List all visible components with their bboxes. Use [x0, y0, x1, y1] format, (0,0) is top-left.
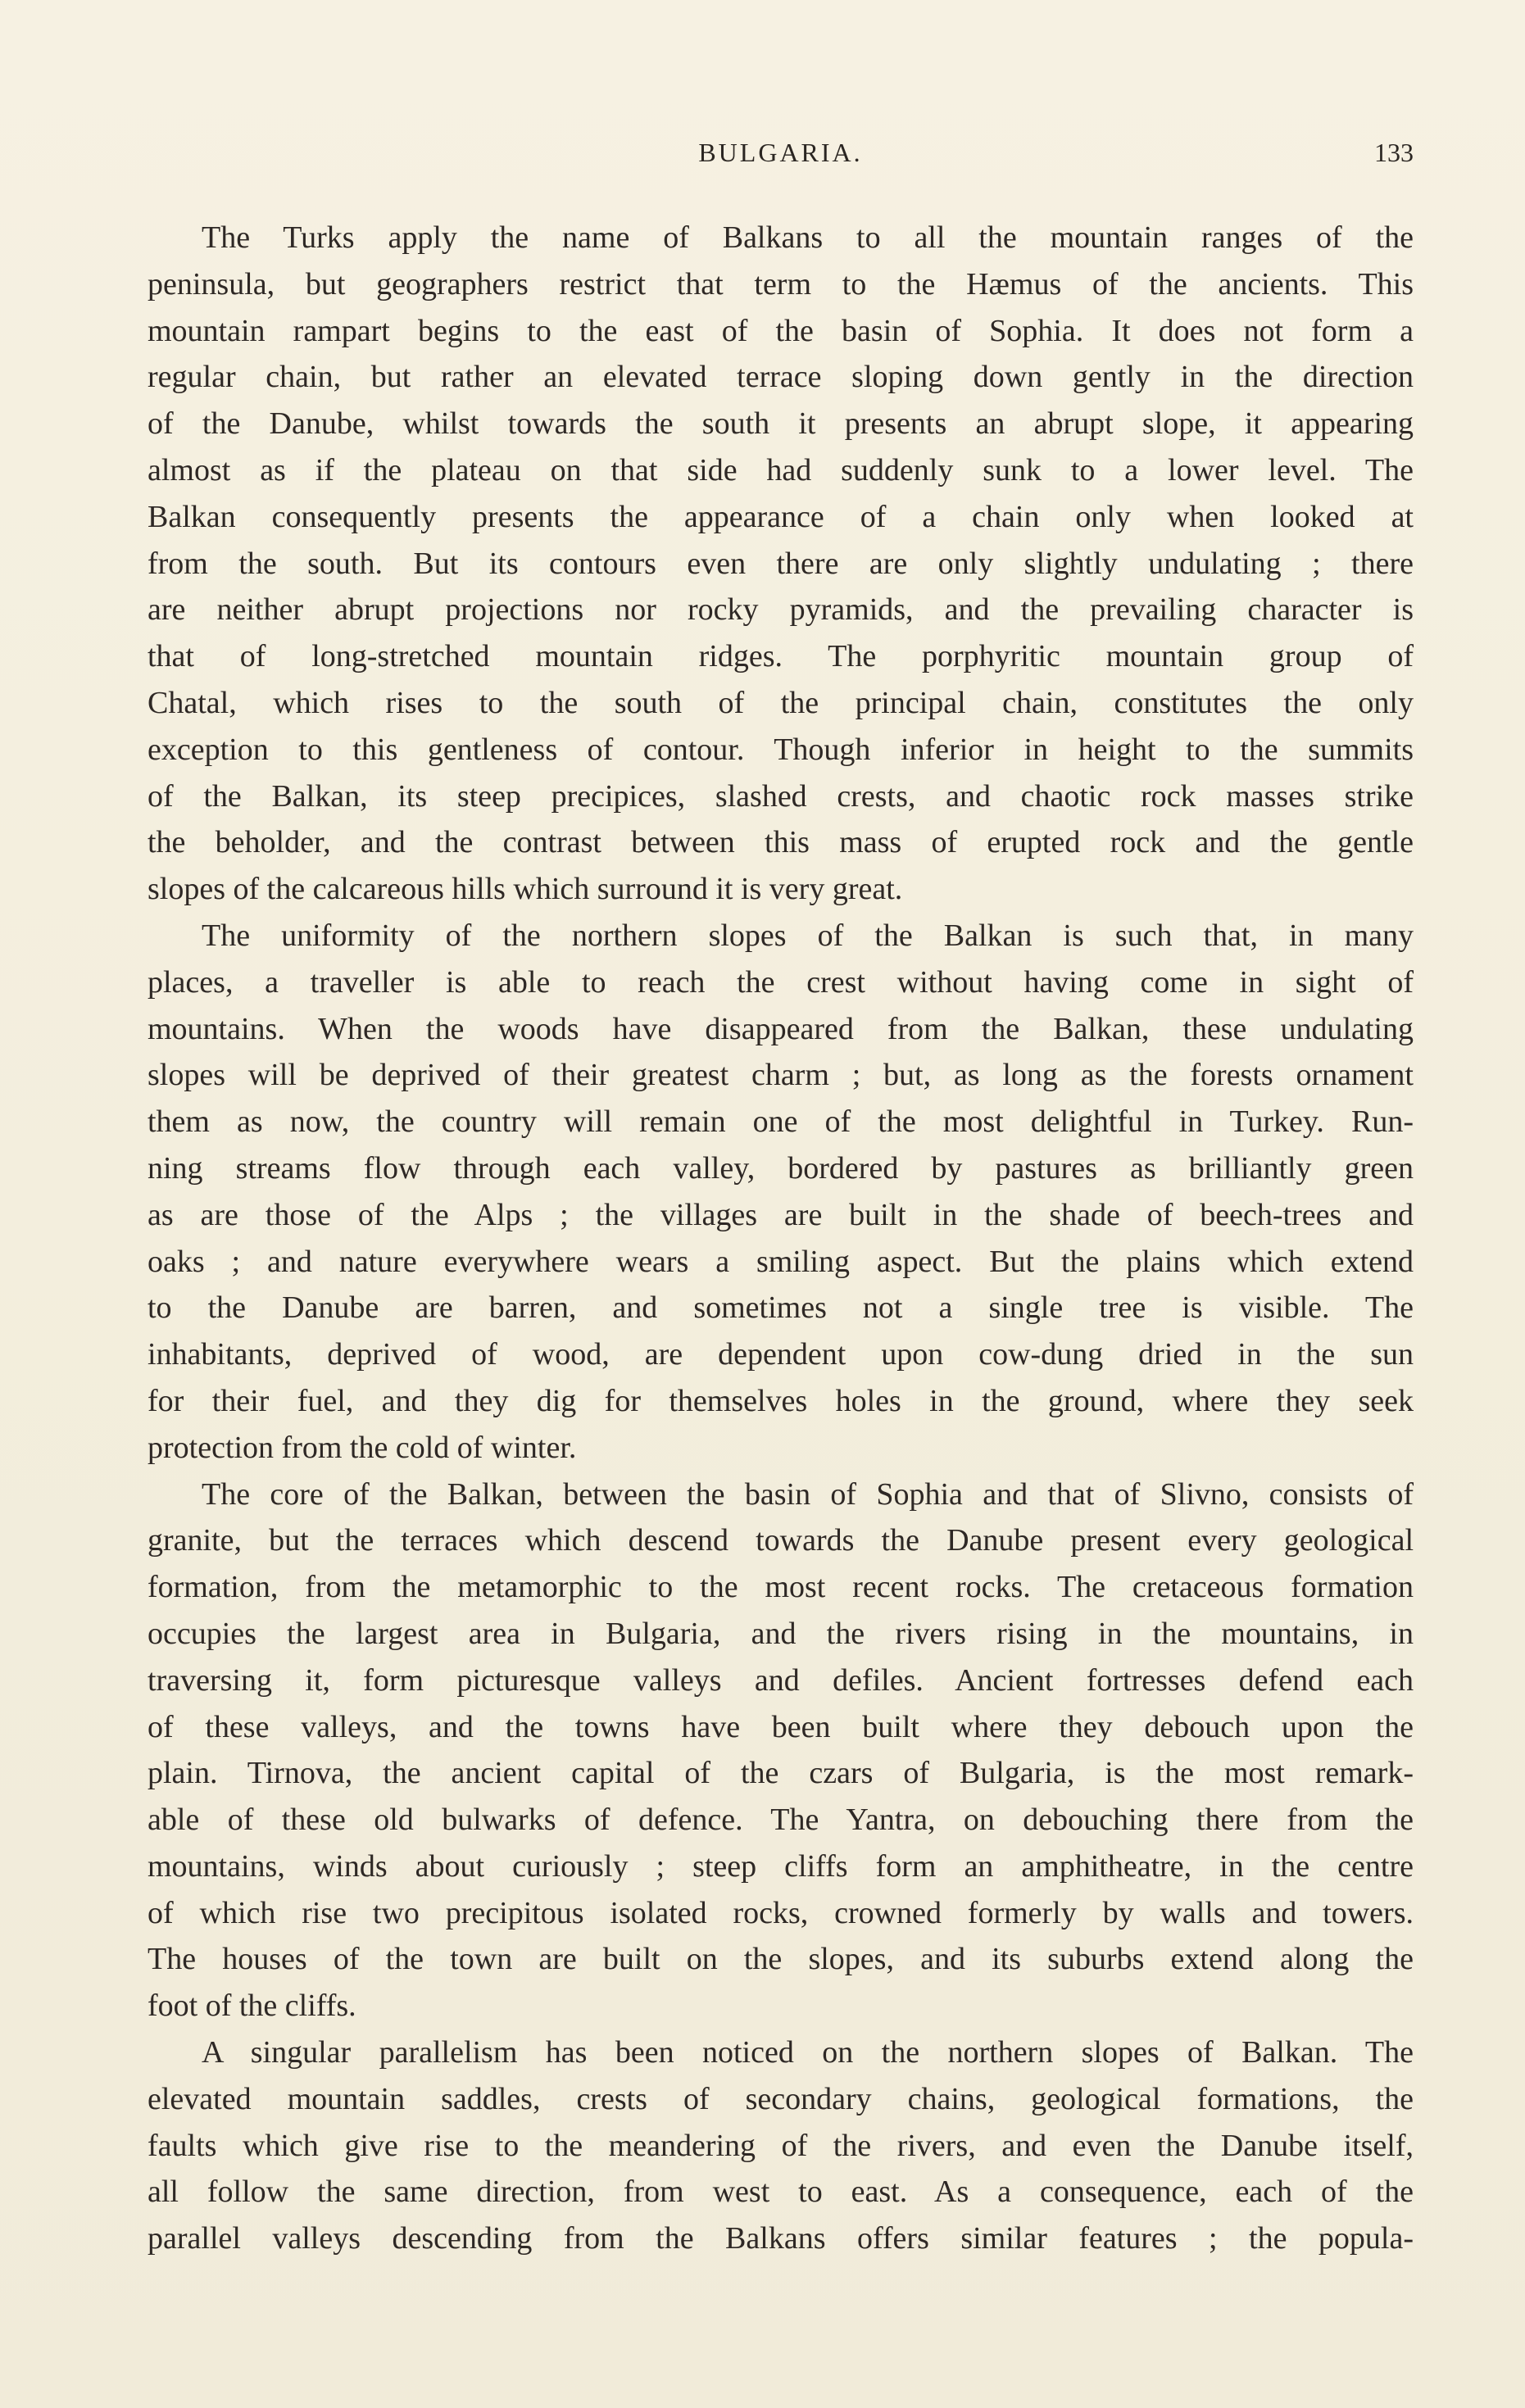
text-line: slopes of the calcareous hills which surround it is very great. — [148, 872, 903, 907]
text-line: mountains. When the woods have disappeared from the Balkan, these undulating — [148, 1011, 1414, 1046]
text-line: parallel valleys descending from the Balkans offers similar features ; the popula- — [148, 2221, 1414, 2256]
text-line: are neither abrupt projections nor rocky pyramids, and the prevailing character is — [148, 592, 1414, 628]
running-head — [148, 138, 1414, 177]
text-line: all follow the same direction, from west to east. As a consequence, each of the — [148, 2174, 1414, 2210]
text-line: the beholder, and the contrast between this mass of erupted rock and the gentle — [148, 825, 1414, 860]
text-line: formation, from the metamorphic to the most recent rocks. The cretaceous formation — [148, 1570, 1414, 1605]
text-line: The uniformity of the northern slopes of the Balkan is such that, in many — [202, 918, 1414, 953]
text-line: as are those of the Alps ; the villages are built in the shade of beech-trees and — [148, 1197, 1414, 1232]
text-line: mountain rampart begins to the east of the basin of Sophia. It does not form a — [148, 313, 1414, 348]
text-line: exception to this gentleness of contour. Though inferior in height to the summits — [148, 732, 1414, 767]
text-line: regular chain, but rather an elevated terrace sloping down gently in the direction — [148, 360, 1414, 395]
text-line: able of these old bulwarks of defence. The Yantra, on debouching there from the — [148, 1803, 1414, 1838]
text-line: granite, but the terraces which descend towards the Danube present every geological — [148, 1523, 1414, 1558]
paragraph-3 — [148, 1472, 1414, 2030]
text-line: plain. Tirnova, the ancient capital of the czars of Bulgaria, is the most remark- — [148, 1756, 1414, 1791]
text-line: slopes will be deprived of their greatest charm ; but, as long as the forests ornament — [148, 1058, 1414, 1093]
page-number: 133 — [1374, 138, 1414, 167]
paragraph-1 — [148, 215, 1414, 913]
text-line: that of long-stretched mountain ridges. The porphyritic mountain group of — [148, 639, 1414, 674]
text-line: for their fuel, and they dig for themselves holes in the ground, where they seek — [148, 1383, 1414, 1418]
text-line: inhabitants, deprived of wood, are dependent upon cow-dung dried in the sun — [148, 1337, 1414, 1372]
text-line: The core of the Balkan, between the basin of Sophia and that of Slivno, consists of — [202, 1476, 1414, 1512]
text-line: them as now, the country will remain one of the most delightful in Turkey. Run- — [148, 1104, 1414, 1140]
text-line: peninsula, but geographers restrict that term to the Hæmus of the ancients. This — [148, 266, 1414, 302]
text-line: protection from the cold of winter. — [148, 1430, 577, 1465]
paragraph-2 — [148, 913, 1414, 1472]
text-line: ning streams flow through each valley, bordered by pastures as brilliantly green — [148, 1150, 1414, 1186]
text-line: mountains, winds about curiously ; steep cliffs form an amphitheatre, in the centre — [148, 1848, 1414, 1884]
text-line: of which rise two precipitous isolated rocks, crowned formerly by walls and towers. — [148, 1895, 1414, 1930]
text-line: of the Balkan, its steep precipices, slashed crests, and chaotic rock masses strike — [148, 778, 1414, 814]
text-line: from the south. But its contours even there are only slightly undulating ; there — [148, 546, 1414, 581]
text-line: of the Danube, whilst towards the south it presents an abrupt slope, it appearing — [148, 406, 1414, 442]
text-line: of these valleys, and the towns have been built where they debouch upon the — [148, 1709, 1414, 1744]
text-line: traversing it, form picturesque valleys and defiles. Ancient fortresses defend each — [148, 1662, 1414, 1698]
text-line: elevated mountain saddles, crests of secondary chains, geological formations, the — [148, 2081, 1414, 2116]
text-line: A singular parallelism has been noticed on the northern slopes of Balkan. The — [202, 2035, 1414, 2070]
text-line: The Turks apply the name of Balkans to all the mountain ranges of the — [202, 220, 1414, 255]
text-line: Chatal, which rises to the south of the principal chain, constitutes the only — [148, 685, 1414, 720]
paragraph-4 — [148, 2029, 1414, 2262]
body-text — [148, 215, 1414, 2262]
text-line: almost as if the plateau on that side had suddenly sunk to a lower level. The — [148, 452, 1414, 487]
text-line: occupies the largest area in Bulgaria, and the rivers rising in the mountains, in — [148, 1616, 1414, 1651]
text-line: places, a traveller is able to reach the crest without having come in sight of — [148, 964, 1414, 1000]
text-line: foot of the cliffs. — [148, 1989, 356, 2024]
text-line: to the Danube are barren, and sometimes not a single tree is visible. The — [148, 1290, 1414, 1326]
running-head-title: BULGARIA. — [698, 138, 863, 167]
text-line: The houses of the town are built on the slopes, and its suburbs extend along the — [148, 1942, 1414, 1977]
text-line: faults which give rise to the meandering of the rivers, and even the Danube itself, — [148, 2128, 1414, 2163]
text-line: Balkan consequently presents the appearance of a chain only when looked at — [148, 499, 1414, 534]
text-line: oaks ; and nature everywhere wears a smiling aspect. But the plains which extend — [148, 1244, 1414, 1279]
